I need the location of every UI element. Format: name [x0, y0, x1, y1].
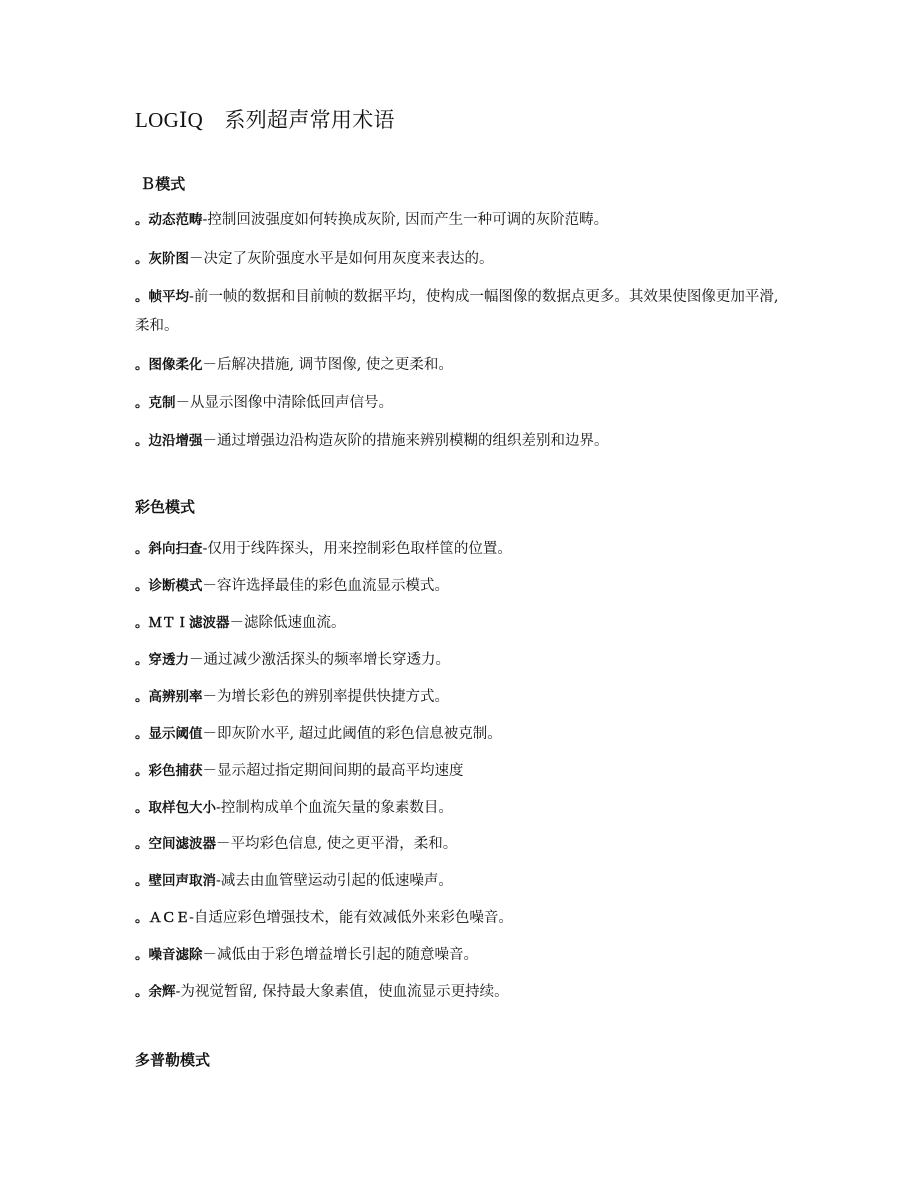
- definition: －平均彩色信息, 使之更平滑，柔和。: [216, 836, 458, 852]
- term: 。诊断模式: [135, 578, 203, 594]
- term: 。ＭＴＩ滤波器: [135, 615, 230, 631]
- term: 。噪音滤除: [135, 947, 203, 963]
- term: 。克制: [135, 395, 176, 411]
- document-title: LOGⅠQ 系列超声常用术语: [135, 108, 395, 132]
- list-item: [135, 646, 785, 675]
- list-item: [135, 572, 785, 601]
- term: 。ＡＣＥ: [135, 910, 189, 926]
- section-heading-b-mode: Ｂ模式: [135, 175, 186, 193]
- list-item: [135, 351, 785, 380]
- definition: -为视觉暂留, 保持最大象素值，使血流显示更持续。: [175, 984, 509, 1000]
- definition: -仅用于线阵探头，用来控制彩色取样筐的位置。: [202, 541, 512, 557]
- definition: －即灰阶水平, 超过此阈值的彩色信息被克制。: [202, 726, 502, 742]
- section-heading-color-mode: 彩色模式: [135, 498, 196, 516]
- list-item: [135, 245, 785, 274]
- definition: -减去由血管壁运动引起的低速噪声。: [216, 873, 453, 889]
- term: 。帧平均: [135, 289, 189, 305]
- term: 。斜向扫查: [135, 541, 203, 557]
- definition: －从显示图像中清除低回声信号。: [175, 395, 393, 411]
- definition: -控制回波强度如何转换成灰阶, 因而产生一种可调的灰阶范畴。: [202, 212, 609, 228]
- definition: -前一帧的数据和目前帧的数据平均，使构成一幅图像的数据点更多。其效果使图像更加平滑, 柔和。: [135, 289, 779, 334]
- definition: －通过增强边沿构造灰阶的措施来辨别模糊的组织差别和边界。: [202, 433, 609, 449]
- definition: －为增长彩色的辨别率提供快捷方式。: [202, 689, 449, 705]
- list-item: [135, 904, 785, 933]
- term: 。穿透力: [135, 652, 189, 668]
- list-item: [135, 535, 785, 564]
- definition: －通过减少激活探头的频率增长穿透力。: [189, 652, 450, 668]
- definition: －显示超过指定期间间期的最高平均速度: [202, 763, 464, 779]
- list-item: [135, 757, 785, 786]
- list-item: [135, 609, 785, 638]
- list-item: [135, 941, 785, 970]
- definition: -控制构成单个血流矢量的象素数目。: [216, 800, 453, 816]
- list-item: [135, 830, 785, 859]
- list-item: [135, 389, 785, 418]
- term: 。壁回声取消: [135, 873, 216, 889]
- term: 。显示阈值: [135, 726, 203, 742]
- term: 。彩色捕获: [135, 763, 203, 779]
- definition: －容许选择最佳的彩色血流显示模式。: [202, 578, 449, 594]
- list-item: [135, 683, 785, 712]
- term: 。高辨别率: [135, 689, 203, 705]
- definition: －滤除低速血流。: [229, 615, 346, 631]
- definition: －决定了灰阶强度水平是如何用灰度来表达的。: [189, 251, 494, 267]
- definition: -自适应彩色增强技术，能有效减低外来彩色噪音。: [189, 910, 513, 926]
- list-item: [135, 283, 785, 341]
- term: 。动态范畴: [135, 212, 203, 228]
- list-item: [135, 794, 785, 823]
- list-item: [135, 720, 785, 749]
- list-item: [135, 867, 785, 896]
- definition: －减低由于彩色增益增长引起的随意噪音。: [202, 947, 478, 963]
- term: 。灰阶图: [135, 251, 189, 267]
- term: 。取样包大小: [135, 800, 216, 816]
- term: 。图像柔化: [135, 357, 203, 373]
- term: 。空间滤波器: [135, 836, 216, 852]
- term: 。边沿增强: [135, 433, 203, 449]
- list-item: [135, 978, 785, 1007]
- list-item: [135, 206, 785, 235]
- section-heading-doppler-mode: 多普勒模式: [135, 1051, 211, 1069]
- list-item: [135, 427, 785, 456]
- term: 。余辉: [135, 984, 176, 1000]
- definition: －后解决措施, 调节图像, 使之更柔和。: [202, 357, 453, 373]
